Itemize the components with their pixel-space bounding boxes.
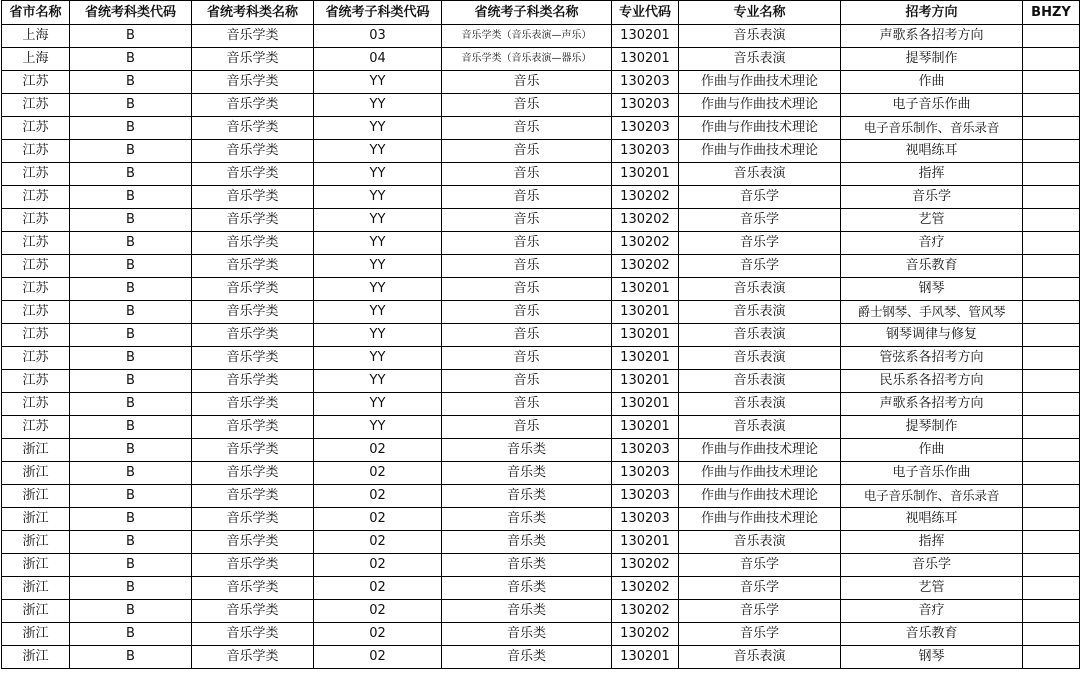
category-code-cell: B <box>70 278 192 301</box>
bhzy-cell <box>1023 623 1080 646</box>
table-row <box>2 600 1080 623</box>
bhzy-cell <box>1023 577 1080 600</box>
category-code-cell: B <box>70 623 192 646</box>
bhzy-cell <box>1023 439 1080 462</box>
province-cell: 浙江 <box>2 485 70 508</box>
header-subcategory-code: 省统考子科类代码 <box>314 1 442 25</box>
subcategory-code-cell: 04 <box>314 48 442 71</box>
category-name-cell: 音乐学类 <box>192 508 314 531</box>
subcategory-code-cell: YY <box>314 117 442 140</box>
subcategory-name-cell: 音乐 <box>442 301 612 324</box>
major-code-cell: 130202 <box>612 600 679 623</box>
table-row <box>2 255 1080 278</box>
major-name-cell: 作曲与作曲技术理论 <box>679 117 841 140</box>
subcategory-code-cell: 02 <box>314 577 442 600</box>
bhzy-cell <box>1023 416 1080 439</box>
category-code-cell: B <box>70 209 192 232</box>
category-code-cell: B <box>70 531 192 554</box>
bhzy-cell <box>1023 94 1080 117</box>
bhzy-cell <box>1023 646 1080 669</box>
bhzy-cell <box>1023 48 1080 71</box>
subcategory-name-cell: 音乐 <box>442 370 612 393</box>
table-body <box>2 25 1080 669</box>
province-cell: 浙江 <box>2 646 70 669</box>
province-cell: 江苏 <box>2 186 70 209</box>
province-cell: 浙江 <box>2 531 70 554</box>
bhzy-cell <box>1023 255 1080 278</box>
direction-cell: 音乐学 <box>841 554 1023 577</box>
category-name-cell: 音乐学类 <box>192 255 314 278</box>
subcategory-code-cell: 02 <box>314 508 442 531</box>
bhzy-cell <box>1023 117 1080 140</box>
category-name-cell: 音乐学类 <box>192 577 314 600</box>
direction-cell: 钢琴调律与修复 <box>841 324 1023 347</box>
category-name-cell: 音乐学类 <box>192 393 314 416</box>
table-row <box>2 278 1080 301</box>
admissions-table <box>1 0 1080 669</box>
major-name-cell: 作曲与作曲技术理论 <box>679 71 841 94</box>
subcategory-code-cell: YY <box>314 163 442 186</box>
province-cell: 江苏 <box>2 209 70 232</box>
bhzy-cell <box>1023 324 1080 347</box>
direction-cell: 声歌系各招考方向 <box>841 393 1023 416</box>
category-code-cell: B <box>70 232 192 255</box>
table-row <box>2 623 1080 646</box>
category-name-cell: 音乐学类 <box>192 370 314 393</box>
category-code-cell: B <box>70 94 192 117</box>
header-category-code: 省统考科类代码 <box>70 1 192 25</box>
subcategory-code-cell: 02 <box>314 646 442 669</box>
major-name-cell: 作曲与作曲技术理论 <box>679 94 841 117</box>
table-row <box>2 209 1080 232</box>
subcategory-code-cell: 02 <box>314 485 442 508</box>
major-name-cell: 音乐学 <box>679 255 841 278</box>
major-name-cell: 音乐表演 <box>679 278 841 301</box>
category-name-cell: 音乐学类 <box>192 186 314 209</box>
direction-cell: 音疗 <box>841 600 1023 623</box>
direction-cell: 电子音乐作曲 <box>841 94 1023 117</box>
major-name-cell: 作曲与作曲技术理论 <box>679 508 841 531</box>
direction-cell: 艺管 <box>841 577 1023 600</box>
bhzy-cell <box>1023 347 1080 370</box>
major-code-cell: 130201 <box>612 48 679 71</box>
subcategory-code-cell: 02 <box>314 623 442 646</box>
category-name-cell: 音乐学类 <box>192 646 314 669</box>
category-name-cell: 音乐学类 <box>192 209 314 232</box>
subcategory-name-cell: 音乐 <box>442 186 612 209</box>
category-code-cell: B <box>70 347 192 370</box>
category-name-cell: 音乐学类 <box>192 554 314 577</box>
subcategory-code-cell: YY <box>314 278 442 301</box>
subcategory-code-cell: YY <box>314 393 442 416</box>
subcategory-name-cell: 音乐 <box>442 209 612 232</box>
subcategory-code-cell: 02 <box>314 600 442 623</box>
table-row <box>2 646 1080 669</box>
header-bhzy: BHZY <box>1023 1 1080 25</box>
subcategory-name-cell: 音乐类 <box>442 623 612 646</box>
subcategory-name-cell: 音乐 <box>442 416 612 439</box>
direction-cell: 民乐系各招考方向 <box>841 370 1023 393</box>
major-code-cell: 130201 <box>612 278 679 301</box>
bhzy-cell <box>1023 508 1080 531</box>
category-code-cell: B <box>70 71 192 94</box>
category-name-cell: 音乐学类 <box>192 347 314 370</box>
subcategory-name-cell: 音乐 <box>442 255 612 278</box>
subcategory-code-cell: YY <box>314 370 442 393</box>
major-name-cell: 作曲与作曲技术理论 <box>679 439 841 462</box>
major-code-cell: 130201 <box>612 301 679 324</box>
province-cell: 浙江 <box>2 462 70 485</box>
major-name-cell: 作曲与作曲技术理论 <box>679 485 841 508</box>
subcategory-name-cell: 音乐 <box>442 71 612 94</box>
subcategory-name-cell: 音乐类 <box>442 577 612 600</box>
table-row <box>2 48 1080 71</box>
bhzy-cell <box>1023 600 1080 623</box>
direction-cell: 指挥 <box>841 531 1023 554</box>
category-name-cell: 音乐学类 <box>192 485 314 508</box>
major-name-cell: 作曲与作曲技术理论 <box>679 140 841 163</box>
table-row <box>2 531 1080 554</box>
subcategory-name-cell: 音乐 <box>442 324 612 347</box>
direction-cell: 管弦系各招考方向 <box>841 347 1023 370</box>
major-code-cell: 130202 <box>612 577 679 600</box>
category-code-cell: B <box>70 25 192 48</box>
province-cell: 江苏 <box>2 393 70 416</box>
category-code-cell: B <box>70 646 192 669</box>
category-code-cell: B <box>70 140 192 163</box>
table-row <box>2 577 1080 600</box>
subcategory-name-cell: 音乐学类（音乐表演—器乐） <box>442 48 612 71</box>
table-row <box>2 416 1080 439</box>
major-name-cell: 音乐学 <box>679 600 841 623</box>
category-code-cell: B <box>70 186 192 209</box>
category-name-cell: 音乐学类 <box>192 140 314 163</box>
subcategory-code-cell: 02 <box>314 554 442 577</box>
major-code-cell: 130201 <box>612 324 679 347</box>
major-name-cell: 音乐表演 <box>679 416 841 439</box>
major-code-cell: 130201 <box>612 163 679 186</box>
category-code-cell: B <box>70 439 192 462</box>
province-cell: 浙江 <box>2 554 70 577</box>
major-name-cell: 音乐表演 <box>679 324 841 347</box>
direction-cell: 作曲 <box>841 71 1023 94</box>
subcategory-code-cell: YY <box>314 232 442 255</box>
subcategory-code-cell: YY <box>314 94 442 117</box>
table-row <box>2 485 1080 508</box>
bhzy-cell <box>1023 554 1080 577</box>
direction-cell: 电子音乐制作、音乐录音 <box>841 485 1023 508</box>
direction-cell: 音乐教育 <box>841 623 1023 646</box>
major-name-cell: 音乐学 <box>679 623 841 646</box>
category-code-cell: B <box>70 393 192 416</box>
subcategory-code-cell: 02 <box>314 462 442 485</box>
category-name-cell: 音乐学类 <box>192 278 314 301</box>
province-cell: 上海 <box>2 48 70 71</box>
bhzy-cell <box>1023 278 1080 301</box>
subcategory-name-cell: 音乐 <box>442 232 612 255</box>
major-code-cell: 130201 <box>612 393 679 416</box>
direction-cell: 艺管 <box>841 209 1023 232</box>
major-name-cell: 音乐表演 <box>679 48 841 71</box>
category-code-cell: B <box>70 485 192 508</box>
major-code-cell: 130203 <box>612 117 679 140</box>
header-province: 省市名称 <box>2 1 70 25</box>
category-name-cell: 音乐学类 <box>192 623 314 646</box>
major-name-cell: 作曲与作曲技术理论 <box>679 462 841 485</box>
category-name-cell: 音乐学类 <box>192 48 314 71</box>
province-cell: 浙江 <box>2 600 70 623</box>
major-name-cell: 音乐学 <box>679 209 841 232</box>
direction-cell: 电子音乐作曲 <box>841 462 1023 485</box>
major-name-cell: 音乐表演 <box>679 163 841 186</box>
province-cell: 江苏 <box>2 232 70 255</box>
major-code-cell: 130201 <box>612 25 679 48</box>
table-row <box>2 324 1080 347</box>
province-cell: 上海 <box>2 25 70 48</box>
subcategory-code-cell: YY <box>314 347 442 370</box>
subcategory-name-cell: 音乐类 <box>442 531 612 554</box>
category-name-cell: 音乐学类 <box>192 163 314 186</box>
direction-cell: 声歌系各招考方向 <box>841 25 1023 48</box>
bhzy-cell <box>1023 232 1080 255</box>
major-code-cell: 130201 <box>612 646 679 669</box>
direction-cell: 电子音乐制作、音乐录音 <box>841 117 1023 140</box>
category-code-cell: B <box>70 301 192 324</box>
major-code-cell: 130201 <box>612 347 679 370</box>
direction-cell: 作曲 <box>841 439 1023 462</box>
table-row <box>2 347 1080 370</box>
major-name-cell: 音乐学 <box>679 232 841 255</box>
major-code-cell: 130201 <box>612 416 679 439</box>
subcategory-name-cell: 音乐学类（音乐表演—声乐） <box>442 25 612 48</box>
direction-cell: 音疗 <box>841 232 1023 255</box>
category-code-cell: B <box>70 255 192 278</box>
bhzy-cell <box>1023 531 1080 554</box>
direction-cell: 钢琴 <box>841 278 1023 301</box>
subcategory-name-cell: 音乐 <box>442 140 612 163</box>
province-cell: 江苏 <box>2 94 70 117</box>
province-cell: 江苏 <box>2 255 70 278</box>
province-cell: 江苏 <box>2 370 70 393</box>
category-code-cell: B <box>70 577 192 600</box>
table-row <box>2 508 1080 531</box>
province-cell: 浙江 <box>2 577 70 600</box>
category-code-cell: B <box>70 554 192 577</box>
category-name-cell: 音乐学类 <box>192 301 314 324</box>
major-name-cell: 音乐表演 <box>679 301 841 324</box>
province-cell: 浙江 <box>2 623 70 646</box>
table-row <box>2 163 1080 186</box>
category-name-cell: 音乐学类 <box>192 462 314 485</box>
category-name-cell: 音乐学类 <box>192 531 314 554</box>
province-cell: 江苏 <box>2 416 70 439</box>
table-row <box>2 370 1080 393</box>
direction-cell: 音乐学 <box>841 186 1023 209</box>
header-major-code: 专业代码 <box>612 1 679 25</box>
subcategory-code-cell: YY <box>314 255 442 278</box>
table-row <box>2 462 1080 485</box>
direction-cell: 提琴制作 <box>841 48 1023 71</box>
table-row <box>2 25 1080 48</box>
major-code-cell: 130201 <box>612 531 679 554</box>
province-cell: 江苏 <box>2 324 70 347</box>
table-row <box>2 554 1080 577</box>
major-code-cell: 130203 <box>612 140 679 163</box>
direction-cell: 指挥 <box>841 163 1023 186</box>
major-code-cell: 130203 <box>612 485 679 508</box>
province-cell: 江苏 <box>2 163 70 186</box>
subcategory-name-cell: 音乐类 <box>442 439 612 462</box>
major-code-cell: 130202 <box>612 255 679 278</box>
major-code-cell: 130203 <box>612 94 679 117</box>
subcategory-name-cell: 音乐 <box>442 393 612 416</box>
bhzy-cell <box>1023 186 1080 209</box>
major-name-cell: 音乐学 <box>679 186 841 209</box>
category-code-cell: B <box>70 370 192 393</box>
direction-cell: 音乐教育 <box>841 255 1023 278</box>
bhzy-cell <box>1023 370 1080 393</box>
subcategory-name-cell: 音乐类 <box>442 508 612 531</box>
category-name-cell: 音乐学类 <box>192 25 314 48</box>
major-code-cell: 130203 <box>612 508 679 531</box>
table-row <box>2 186 1080 209</box>
category-code-cell: B <box>70 48 192 71</box>
major-code-cell: 130202 <box>612 232 679 255</box>
major-code-cell: 130202 <box>612 623 679 646</box>
bhzy-cell <box>1023 209 1080 232</box>
table-row <box>2 140 1080 163</box>
subcategory-code-cell: YY <box>314 140 442 163</box>
category-code-cell: B <box>70 324 192 347</box>
direction-cell: 钢琴 <box>841 646 1023 669</box>
subcategory-code-cell: YY <box>314 71 442 94</box>
category-code-cell: B <box>70 462 192 485</box>
category-code-cell: B <box>70 600 192 623</box>
major-name-cell: 音乐表演 <box>679 370 841 393</box>
province-cell: 江苏 <box>2 301 70 324</box>
subcategory-name-cell: 音乐 <box>442 163 612 186</box>
subcategory-code-cell: YY <box>314 301 442 324</box>
major-code-cell: 130203 <box>612 71 679 94</box>
header-category-name: 省统考科类名称 <box>192 1 314 25</box>
subcategory-name-cell: 音乐 <box>442 117 612 140</box>
major-name-cell: 音乐表演 <box>679 531 841 554</box>
direction-cell: 视唱练耳 <box>841 508 1023 531</box>
category-code-cell: B <box>70 117 192 140</box>
header-row <box>2 1 1080 25</box>
header-major-name: 专业名称 <box>679 1 841 25</box>
province-cell: 浙江 <box>2 508 70 531</box>
subcategory-name-cell: 音乐类 <box>442 600 612 623</box>
province-cell: 浙江 <box>2 439 70 462</box>
table-row <box>2 71 1080 94</box>
bhzy-cell <box>1023 163 1080 186</box>
bhzy-cell <box>1023 140 1080 163</box>
table-row <box>2 94 1080 117</box>
bhzy-cell <box>1023 301 1080 324</box>
subcategory-code-cell: YY <box>314 324 442 347</box>
province-cell: 江苏 <box>2 71 70 94</box>
category-name-cell: 音乐学类 <box>192 71 314 94</box>
table-row <box>2 117 1080 140</box>
major-code-cell: 130202 <box>612 186 679 209</box>
category-name-cell: 音乐学类 <box>192 416 314 439</box>
category-name-cell: 音乐学类 <box>192 232 314 255</box>
major-name-cell: 音乐表演 <box>679 393 841 416</box>
subcategory-code-cell: YY <box>314 416 442 439</box>
major-code-cell: 130202 <box>612 209 679 232</box>
major-name-cell: 音乐学 <box>679 577 841 600</box>
major-name-cell: 音乐表演 <box>679 646 841 669</box>
direction-cell: 提琴制作 <box>841 416 1023 439</box>
subcategory-name-cell: 音乐 <box>442 278 612 301</box>
category-name-cell: 音乐学类 <box>192 439 314 462</box>
direction-cell: 视唱练耳 <box>841 140 1023 163</box>
subcategory-name-cell: 音乐 <box>442 94 612 117</box>
category-name-cell: 音乐学类 <box>192 600 314 623</box>
bhzy-cell <box>1023 462 1080 485</box>
subcategory-code-cell: 02 <box>314 531 442 554</box>
category-name-cell: 音乐学类 <box>192 324 314 347</box>
major-code-cell: 130203 <box>612 439 679 462</box>
direction-cell: 爵士钢琴、手风琴、管风琴 <box>841 301 1023 324</box>
subcategory-code-cell: YY <box>314 209 442 232</box>
subcategory-name-cell: 音乐类 <box>442 554 612 577</box>
province-cell: 江苏 <box>2 347 70 370</box>
category-name-cell: 音乐学类 <box>192 94 314 117</box>
province-cell: 江苏 <box>2 278 70 301</box>
table-row <box>2 301 1080 324</box>
table-row <box>2 232 1080 255</box>
subcategory-name-cell: 音乐 <box>442 347 612 370</box>
bhzy-cell <box>1023 71 1080 94</box>
subcategory-name-cell: 音乐类 <box>442 485 612 508</box>
category-name-cell: 音乐学类 <box>192 117 314 140</box>
header-direction: 招考方向 <box>841 1 1023 25</box>
major-code-cell: 130202 <box>612 554 679 577</box>
major-code-cell: 130201 <box>612 370 679 393</box>
major-name-cell: 音乐学 <box>679 554 841 577</box>
subcategory-code-cell: 02 <box>314 439 442 462</box>
table-row <box>2 393 1080 416</box>
major-name-cell: 音乐表演 <box>679 347 841 370</box>
province-cell: 江苏 <box>2 140 70 163</box>
subcategory-code-cell: YY <box>314 186 442 209</box>
bhzy-cell <box>1023 485 1080 508</box>
bhzy-cell <box>1023 25 1080 48</box>
subcategory-name-cell: 音乐类 <box>442 646 612 669</box>
major-code-cell: 130203 <box>612 462 679 485</box>
major-name-cell: 音乐表演 <box>679 25 841 48</box>
category-code-cell: B <box>70 508 192 531</box>
category-code-cell: B <box>70 416 192 439</box>
header-subcategory-name: 省统考子科类名称 <box>442 1 612 25</box>
category-code-cell: B <box>70 163 192 186</box>
table-row <box>2 439 1080 462</box>
bhzy-cell <box>1023 393 1080 416</box>
subcategory-code-cell: 03 <box>314 25 442 48</box>
subcategory-name-cell: 音乐类 <box>442 462 612 485</box>
province-cell: 江苏 <box>2 117 70 140</box>
